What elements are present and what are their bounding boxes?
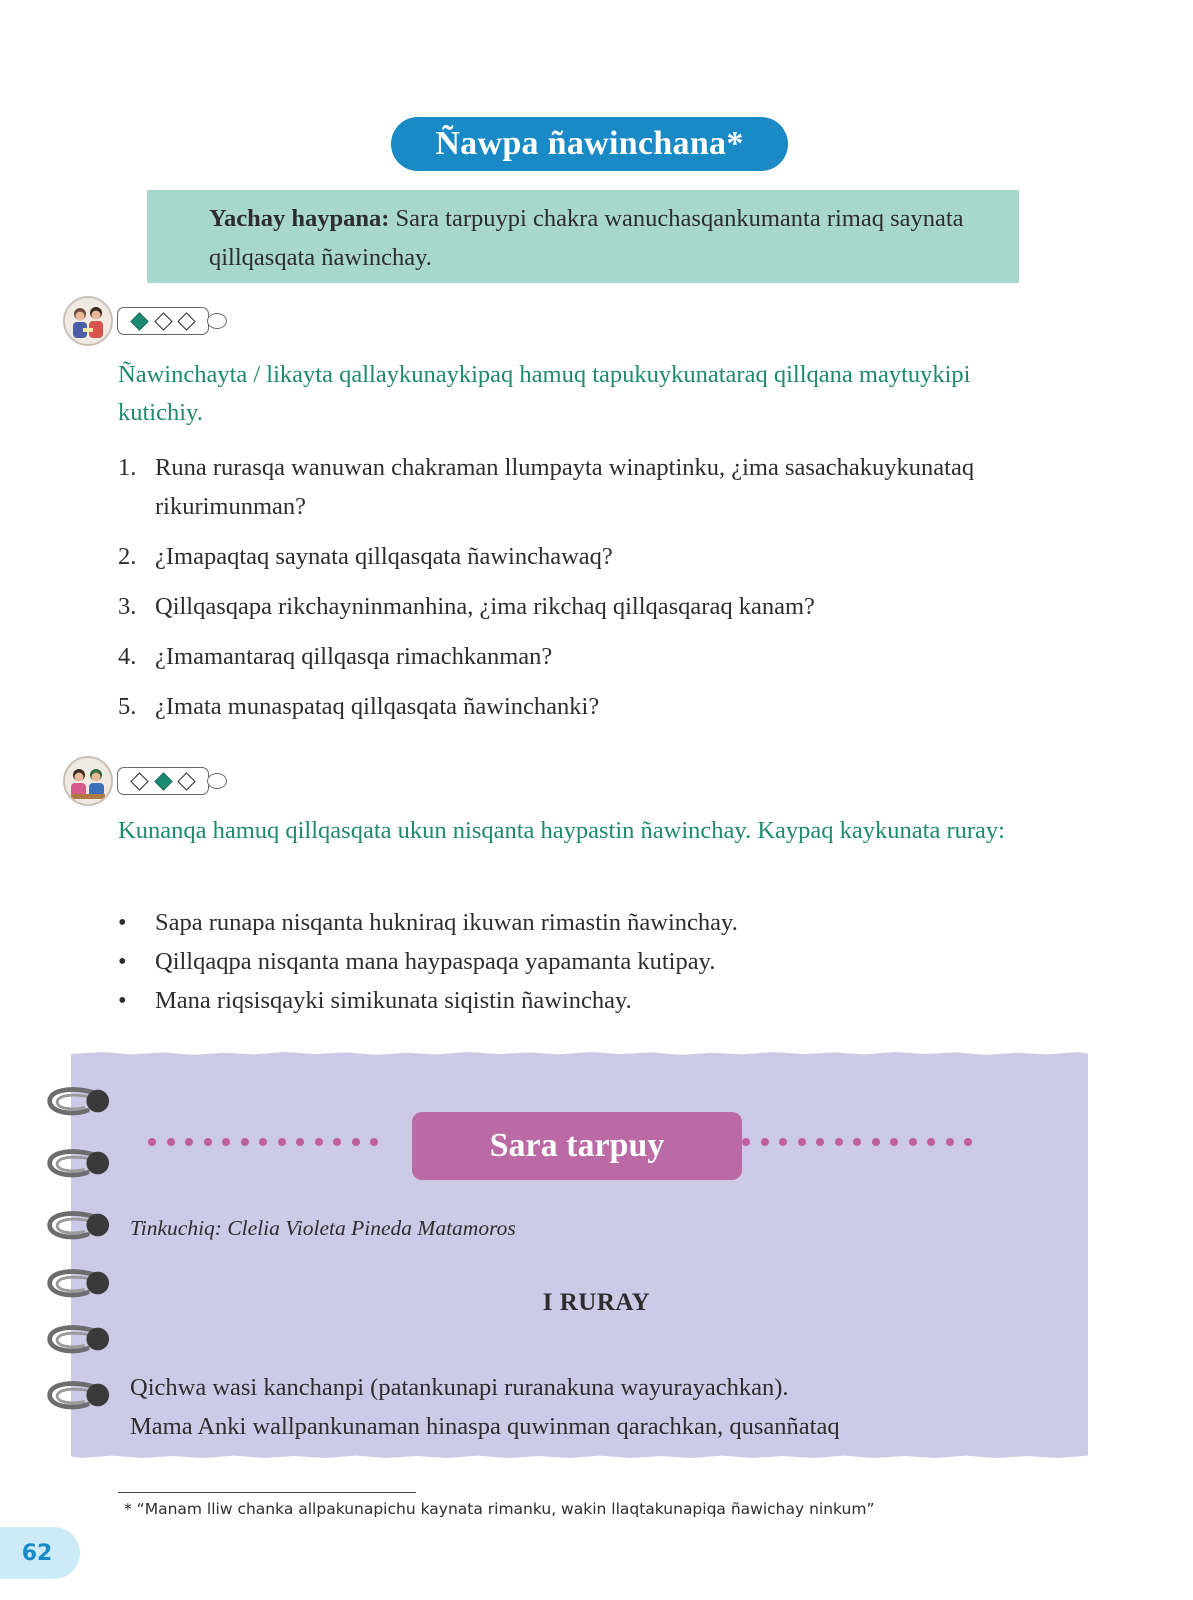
list-item [118,687,1018,726]
page-number: 62 [0,1527,80,1579]
learning-goal-description: Sara tarpuypi chakra wanuchasqankumanta rimaq saynata qillqasqata ñawinchay. [209,205,964,271]
list-item [118,637,1018,676]
spiral-ring-icon [44,1082,110,1120]
keyring-icon [207,773,227,789]
bullet-icon: • [118,909,127,936]
chapter-heading: I RURAY [542,1289,651,1316]
list-item [118,448,1018,526]
difficulty-level-2 [117,767,209,795]
list-item [118,981,1018,1020]
list-item [118,942,1018,981]
question-text: Runa rurasqa wanuwan chakraman llumpayta winaptinku, ¿ima sasachakuykunataq rikurimunman? [155,454,975,520]
bullet-text: Qillqaqpa nisqanta mana haypaspaqa yapamanta kutipay. [155,948,716,975]
spiral-ring-icon [44,1320,110,1358]
story-line: Qichwa wasi kanchanpi (patankunapi ruranakuna wayurayachkan). [130,1374,789,1401]
filled-diamond-icon [130,312,148,330]
spiral-ring-icon [44,1144,110,1182]
bullet-text: Sapa runapa nisqanta hukniraq ikuwan rimastin ñawinchay. [155,909,738,936]
question-list [118,448,1018,737]
list-item [118,587,1018,626]
spiral-ring-icon [44,1206,110,1244]
learning-goal-box [147,190,1019,283]
list-item [118,903,1018,942]
empty-diamond-icon [178,772,196,790]
bullet-icon: • [118,948,127,975]
learning-goal-text [209,199,999,277]
story-text [130,1368,1030,1446]
empty-diamond-icon [178,312,196,330]
keyring-icon [207,313,227,329]
question-text: ¿Imata munaspataq qillqasqata ñawinchanki? [155,693,600,720]
reading-title: Sara tarpuy [412,1112,742,1180]
footnote: * “Manam lliw chanka allpakunapichu kaynata rimanku, wakin llaqtakunapiqa ñawichay ninkum” [124,1500,875,1518]
bullet-text: Mana riqsisqayki simikunata siqistin ñawinchay. [155,987,632,1014]
question-number: 5. [118,693,137,720]
spiral-ring-icon [44,1376,110,1414]
empty-diamond-icon [154,312,172,330]
dotted-line-right [742,1138,972,1148]
question-text: ¿Imapaqtaq saynata qillqasqata ñawinchawaq? [155,543,613,570]
students-reading-icon [63,756,113,806]
question-number: 2. [118,543,137,570]
story-line: Mama Anki wallpankunaman hinaspa quwinman qarachkan, qusanñataq [130,1413,840,1440]
dotted-line-left [148,1138,378,1148]
difficulty-level-1 [117,307,209,335]
reading-steps-list [118,903,1018,1020]
activity-2-instruction: Kunanqa hamuq qillqasqata ukun nisqanta haypastin ñawinchay. Kaypaq kaykunata ruray: [118,817,1005,844]
bullet-icon: • [118,987,127,1014]
reading-author: Tinkuchiq: Clelia Violeta Pineda Matamoros [130,1216,516,1240]
filled-diamond-icon [154,772,172,790]
question-text: Qillqasqapa rikchayninmanhina, ¿ima rikchaq qillqasqaraq kanam? [155,593,815,620]
list-item [118,537,1018,576]
question-number: 4. [118,643,137,670]
question-number: 3. [118,593,137,620]
empty-diamond-icon [130,772,148,790]
activity-1-instruction: Ñawinchayta / likayta qallaykunaykipaq hamuq tapukuykunataraq qillqana maytuykipi kutichiy. [118,361,971,426]
students-writing-icon [63,296,113,346]
page-title: Ñawpa ñawinchana* [391,117,788,171]
question-text: ¿Imamantaraq qillqasqa rimachkanman? [155,643,553,670]
question-number: 1. [118,454,137,481]
footnote-divider [118,1492,416,1493]
learning-goal-label: Yachay haypana: [209,205,390,232]
